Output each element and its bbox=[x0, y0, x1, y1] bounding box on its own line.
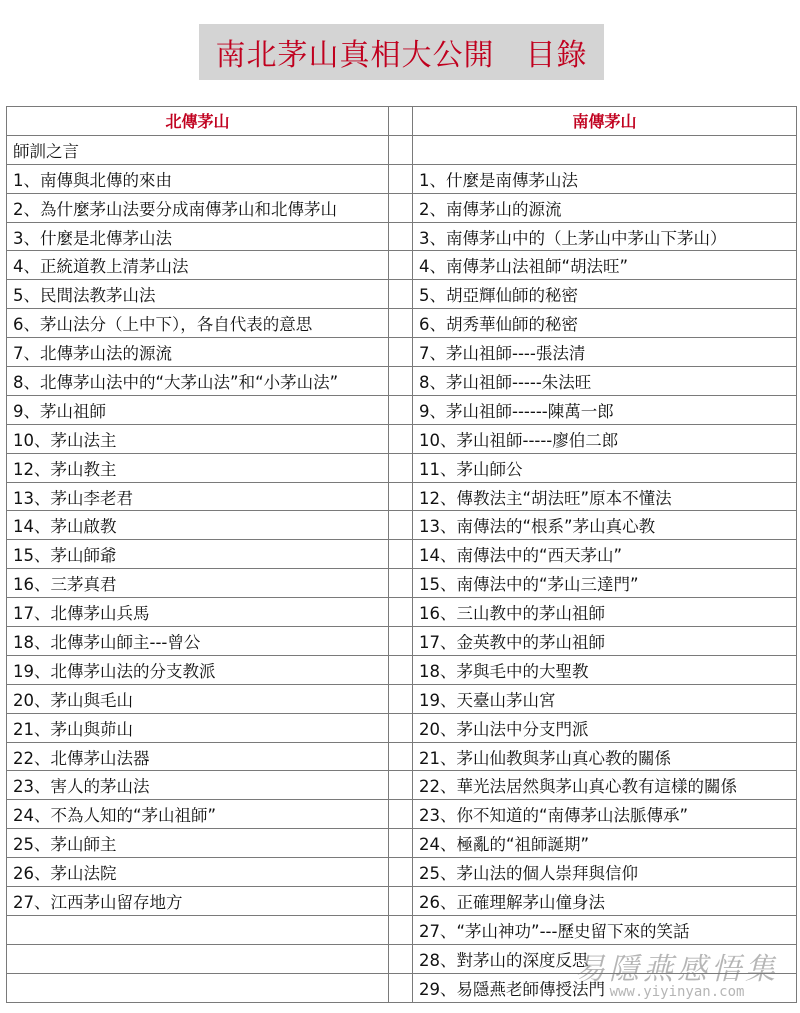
column-gap bbox=[389, 598, 413, 627]
column-gap bbox=[389, 887, 413, 916]
toc-entry-south: 19、天臺山茅山宮 bbox=[413, 684, 797, 713]
toc-entry-south: 16、三山教中的茅山祖師 bbox=[413, 598, 797, 627]
toc-entry-north: 8、北傳茅山法中的“大茅山法”和“小茅山法” bbox=[7, 367, 389, 396]
toc-entry-south: 18、茅與毛中的大聖教 bbox=[413, 655, 797, 684]
column-gap bbox=[389, 655, 413, 684]
column-gap bbox=[389, 193, 413, 222]
column-gap bbox=[389, 569, 413, 598]
column-gap bbox=[389, 858, 413, 887]
toc-entry-north: 10、茅山法主 bbox=[7, 424, 389, 453]
toc-entry-south: 2、南傳茅山的源流 bbox=[413, 193, 797, 222]
table-row bbox=[7, 742, 797, 771]
toc-entry-south: 8、茅山祖師-----朱法旺 bbox=[413, 367, 797, 396]
toc-entry-south: 10、茅山祖師-----廖伯二郎 bbox=[413, 424, 797, 453]
toc-entry-south: 27、“茅山神功”---歷史留下來的笑話 bbox=[413, 915, 797, 944]
toc-entry-north bbox=[7, 944, 389, 973]
table-row bbox=[7, 569, 797, 598]
toc-entry-south: 1、什麼是南傳茅山法 bbox=[413, 164, 797, 193]
table-row bbox=[7, 684, 797, 713]
title-banner bbox=[199, 24, 604, 80]
table-row bbox=[7, 453, 797, 482]
table-row bbox=[7, 915, 797, 944]
toc-entry-north bbox=[7, 973, 389, 1002]
table-row bbox=[7, 309, 797, 338]
toc-entry-north: 9、茅山祖師 bbox=[7, 395, 389, 424]
toc-entry-south: 6、胡秀華仙師的秘密 bbox=[413, 309, 797, 338]
table-row bbox=[7, 367, 797, 396]
table-row bbox=[7, 627, 797, 656]
toc-entry-north: 24、不為人知的“茅山祖師” bbox=[7, 800, 389, 829]
table-row bbox=[7, 338, 797, 367]
toc-entry-south: 28、對茅山的深度反思 bbox=[413, 944, 797, 973]
table-row bbox=[7, 713, 797, 742]
toc-entry-north: 5、民間法教茅山法 bbox=[7, 280, 389, 309]
toc-entry-south: 26、正確理解茅山僮身法 bbox=[413, 887, 797, 916]
page-title: 南北茅山真相大公開 目錄 bbox=[215, 38, 588, 73]
column-gap bbox=[389, 915, 413, 944]
toc-entry-north: 1、南傳與北傳的來由 bbox=[7, 164, 389, 193]
column-gap bbox=[389, 973, 413, 1002]
toc-entry-south: 14、南傳法中的“西天茅山” bbox=[413, 540, 797, 569]
column-gap bbox=[389, 511, 413, 540]
table-row bbox=[7, 598, 797, 627]
toc-entry-south: 22、華光法居然與茅山真心教有這樣的關係 bbox=[413, 771, 797, 800]
column-gap bbox=[389, 107, 413, 136]
toc-entry-south: 13、南傳法的“根系”茅山真心教 bbox=[413, 511, 797, 540]
header-row bbox=[7, 107, 797, 136]
toc-entry-south: 9、茅山祖師------陳萬一郎 bbox=[413, 395, 797, 424]
column-gap bbox=[389, 742, 413, 771]
toc-entry-north: 4、正統道教上清茅山法 bbox=[7, 251, 389, 280]
header-north: 北傳茅山 bbox=[7, 107, 389, 136]
toc-entry-south bbox=[413, 135, 797, 164]
toc-entry-south: 17、金英教中的茅山祖師 bbox=[413, 627, 797, 656]
watermark-url: www.yiyinyan.com bbox=[609, 984, 745, 1000]
toc-entry-north: 27、江西茅山留存地方 bbox=[7, 887, 389, 916]
column-gap bbox=[389, 453, 413, 482]
table-row bbox=[7, 222, 797, 251]
toc-entry-south: 29、易隱燕老師傳授法門 bbox=[413, 973, 797, 1002]
column-gap bbox=[389, 222, 413, 251]
toc-entry-south: 12、傳教法主“胡法旺”原本不懂法 bbox=[413, 482, 797, 511]
table-row bbox=[7, 858, 797, 887]
toc-entry-north: 7、北傳茅山法的源流 bbox=[7, 338, 389, 367]
table-row bbox=[7, 193, 797, 222]
table-row bbox=[7, 540, 797, 569]
toc-entry-south: 24、極亂的“祖師誕期” bbox=[413, 829, 797, 858]
toc-entry-north: 25、茅山師主 bbox=[7, 829, 389, 858]
table-row bbox=[7, 655, 797, 684]
column-gap bbox=[389, 482, 413, 511]
column-gap bbox=[389, 367, 413, 396]
column-gap bbox=[389, 338, 413, 367]
column-gap bbox=[389, 280, 413, 309]
toc-entry-north: 23、害人的茅山法 bbox=[7, 771, 389, 800]
table-row bbox=[7, 164, 797, 193]
header-south: 南傳茅山 bbox=[413, 107, 797, 136]
toc-entry-north: 12、茅山教主 bbox=[7, 453, 389, 482]
toc-table bbox=[6, 106, 797, 1003]
toc-entry-north: 3、什麼是北傳茅山法 bbox=[7, 222, 389, 251]
toc-entry-north: 19、北傳茅山法的分支教派 bbox=[7, 655, 389, 684]
toc-entry-north bbox=[7, 915, 389, 944]
column-gap bbox=[389, 829, 413, 858]
table-row bbox=[7, 771, 797, 800]
table-row bbox=[7, 829, 797, 858]
table-row bbox=[7, 424, 797, 453]
column-gap bbox=[389, 540, 413, 569]
toc-entry-south: 5、胡亞輝仙師的秘密 bbox=[413, 280, 797, 309]
column-gap bbox=[389, 309, 413, 338]
column-gap bbox=[389, 135, 413, 164]
table-row bbox=[7, 280, 797, 309]
column-gap bbox=[389, 771, 413, 800]
column-gap bbox=[389, 944, 413, 973]
toc-entry-north: 15、茅山師爺 bbox=[7, 540, 389, 569]
table-row bbox=[7, 973, 797, 1002]
column-gap bbox=[389, 424, 413, 453]
toc-entry-north: 17、北傳茅山兵馬 bbox=[7, 598, 389, 627]
toc-entry-north: 6、茅山法分（上中下），各自代表的意思 bbox=[7, 309, 389, 338]
toc-entry-north: 2、為什麼茅山法要分成南傳茅山和北傳茅山 bbox=[7, 193, 389, 222]
column-gap bbox=[389, 800, 413, 829]
column-gap bbox=[389, 251, 413, 280]
toc-entry-north: 13、茅山李老君 bbox=[7, 482, 389, 511]
watermark-name: 易隱燕感悟集 bbox=[575, 952, 779, 987]
toc-entry-south: 15、南傳法中的“茅山三達門” bbox=[413, 569, 797, 598]
toc-entry-north: 師訓之言 bbox=[7, 135, 389, 164]
table-row bbox=[7, 482, 797, 511]
toc-entry-north: 21、茅山與茆山 bbox=[7, 713, 389, 742]
column-gap bbox=[389, 164, 413, 193]
toc-entry-north: 14、茅山啟教 bbox=[7, 511, 389, 540]
table-row bbox=[7, 135, 797, 164]
column-gap bbox=[389, 713, 413, 742]
toc-entry-south: 21、茅山仙教與茅山真心教的關係 bbox=[413, 742, 797, 771]
toc-entry-south: 23、你不知道的“南傳茅山法脈傳承” bbox=[413, 800, 797, 829]
toc-entry-south: 4、南傳茅山法祖師“胡法旺” bbox=[413, 251, 797, 280]
toc-entry-south: 25、茅山法的個人崇拜與信仰 bbox=[413, 858, 797, 887]
toc-entry-south: 3、南傳茅山中的（上茅山中茅山下茅山） bbox=[413, 222, 797, 251]
column-gap bbox=[389, 627, 413, 656]
toc-entry-north: 16、三茅真君 bbox=[7, 569, 389, 598]
toc-entry-north: 26、茅山法院 bbox=[7, 858, 389, 887]
table-row bbox=[7, 395, 797, 424]
toc-entry-north: 22、北傳茅山法器 bbox=[7, 742, 389, 771]
column-gap bbox=[389, 684, 413, 713]
column-gap bbox=[389, 395, 413, 424]
table-row bbox=[7, 251, 797, 280]
table-row bbox=[7, 800, 797, 829]
table-row bbox=[7, 887, 797, 916]
toc-entry-north: 18、北傳茅山師主---曾公 bbox=[7, 627, 389, 656]
toc-entry-south: 11、茅山師公 bbox=[413, 453, 797, 482]
table-row bbox=[7, 511, 797, 540]
table-row bbox=[7, 944, 797, 973]
toc-entry-south: 7、茅山祖師----張法清 bbox=[413, 338, 797, 367]
toc-entry-north: 20、茅山與毛山 bbox=[7, 684, 389, 713]
toc-entry-south: 20、茅山法中分支門派 bbox=[413, 713, 797, 742]
